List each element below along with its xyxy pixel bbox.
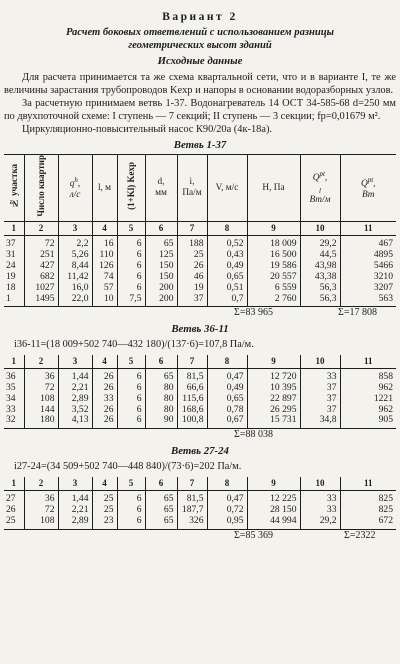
table-cell: 108 [24,516,58,529]
column-number: 7 [177,477,207,491]
table-cell: 10 395 [247,383,300,394]
table-cell: 0,52 [207,235,247,249]
column-number-row [4,355,396,369]
table2-sums [4,429,396,442]
column-number: 4 [92,477,117,491]
table-cell: 11,42 [58,272,92,283]
table-cell: 905 [340,415,396,428]
column-number: 11 [340,477,396,491]
table-cell: 37 [177,294,207,307]
table-cell: 57 [92,283,117,294]
table-cell: 12 225 [247,490,300,504]
table-cell: 200 [145,283,177,294]
column-number: 8 [207,355,247,369]
table-cell: 126 [92,261,117,272]
col-header-qh: $q^h$, л/с [58,155,92,222]
table-cell: 962 [340,383,396,394]
table-cell: 19 [177,283,207,294]
table-cell: 12 720 [247,368,300,382]
column-number: 6 [145,355,177,369]
table-cell: 6 [117,261,145,272]
table-cell: 4895 [340,250,396,261]
column-number: 6 [145,477,177,491]
table-cell: 5,26 [58,250,92,261]
table-branch-36-11 [4,355,396,430]
table-cell: 168,6 [177,405,207,416]
table-cell: 467 [340,235,396,249]
table-cell: 37 [300,405,340,416]
table-cell: 65 [145,516,177,529]
table-cell: 6 [117,383,145,394]
table-cell: 0,65 [207,394,247,405]
col-header-section-number: № участка [4,155,24,222]
table-row [4,283,396,294]
table-cell: 3,52 [58,405,92,416]
table-cell: 19 [6,270,16,282]
table-cell: 36 [24,368,58,382]
table-cell: 0,72 [207,505,247,516]
table-cell: 251 [24,250,58,261]
table-cell: 2 760 [247,294,300,307]
table3-body [4,490,396,529]
table-row [4,516,396,529]
table-cell: 6 [117,283,145,294]
table-cell: 90 [145,415,177,428]
table-cell: 65 [145,490,177,504]
column-number: 11 [340,355,396,369]
table-cell: 0,65 [207,272,247,283]
table-cell: 15 731 [247,415,300,428]
table-cell: 962 [340,405,396,416]
col-header-qpt-l: $Q^{pt}$, $_l$ Вт/м [300,155,340,222]
table-cell: 20 557 [247,272,300,283]
table-cell: 1,44 [58,490,92,504]
table-cell: 6 [117,272,145,283]
table-cell: 200 [145,294,177,307]
table-cell: 19 586 [247,261,300,272]
col-header-qpt: $Q^{pt}$, Вт [340,155,396,222]
table-cell: 100,8 [177,415,207,428]
table-cell: 0,67 [207,415,247,428]
table-cell: 25 [92,490,117,504]
table-cell: 81,5 [177,490,207,504]
table-cell: 16,0 [58,283,92,294]
table-cell: 187,7 [177,505,207,516]
table-cell: 72 [24,505,58,516]
subtitle-line-1: Расчет боковых ответвлений с использованием разницы [65,27,335,39]
table1-sum-heat: Σ=17 808 [338,307,377,319]
table-cell: 29,2 [300,516,340,529]
col-header-kexp: (1+Kl) Kexp [117,155,145,222]
initial-data-heading: Исходные данные [157,55,243,68]
table-cell: 180 [24,415,58,428]
table-branch-1-37 [4,154,396,307]
col-header-velocity: V, м/с [207,155,247,222]
table-cell: 32 [4,415,24,428]
table-cell: 6 559 [247,283,300,294]
table-cell: 35 [6,381,16,393]
table-cell: 46 [177,272,207,283]
table2-sum-head: Σ=88 038 [234,429,273,441]
table1-header-row [4,155,396,222]
table-cell: 150 [145,261,177,272]
table3-formula: i27-24=(34 509+502 740—448 840)/(73·6)=202 Па/м. [14,460,242,472]
table3-sums [4,530,396,543]
col-header-head: H, Па [247,155,300,222]
table-cell: 0,49 [207,383,247,394]
table-cell: 0,47 [207,490,247,504]
table-cell: 26 [92,405,117,416]
table-cell: 18 009 [247,235,300,249]
table-cell: 0,51 [207,283,247,294]
table-cell: 33 [300,490,340,504]
table-cell: 6 [117,368,145,382]
table-cell: 825 [340,490,396,504]
column-number: 3 [58,221,92,235]
column-number: 1 [4,477,24,491]
column-number: 4 [92,355,117,369]
table-cell: 110 [92,250,117,261]
table1-title: Ветвь 1-37 [173,138,227,151]
table-cell: 33 [300,368,340,382]
column-number: 10 [300,355,340,369]
column-number: 10 [300,477,340,491]
table-row [4,383,396,394]
table-cell: 16 [92,235,117,249]
table-cell: 6 [117,490,145,504]
table2-body [4,368,396,429]
column-number: 5 [117,221,145,235]
table-cell: 2,21 [58,383,92,394]
table-row [4,368,396,382]
table-cell: 672 [340,516,396,529]
table-cell: 80 [145,405,177,416]
table-cell: 24 [6,259,16,271]
table-cell: 7,5 [117,294,145,307]
table-cell: 1027 [24,283,58,294]
column-number: 7 [177,355,207,369]
intro-paragraph-3: Циркуляционно-повысительный насос К90/20а (4к-18а). [22,123,273,135]
table-cell: 26 [6,503,16,515]
table-cell: 36 [24,490,58,504]
column-number: 8 [207,221,247,235]
variant-title: Вариант 2 [162,11,238,23]
col-header-length: l, м [92,155,117,222]
table-cell: 16 500 [247,250,300,261]
table-cell: 6 [117,405,145,416]
table-cell: 326 [177,516,207,529]
table-cell: 4,13 [58,415,92,428]
table-cell: 26 295 [247,405,300,416]
table-cell: 22,0 [58,294,92,307]
column-number: 5 [117,355,145,369]
intro-paragraph-2: За расчетную принимаем ветвь 1-37. Водонагреватель 14 ОСТ 34-585-68 d=250 мм по двухпоточной схеме: I ступень — 7 секций; II ступень — 3 секции; fр=0,01679 м². [4,97,396,122]
table-cell: 33 [300,505,340,516]
table-cell: 43,38 [300,272,340,283]
table-cell: 26 [92,383,117,394]
table-cell: 23 [92,516,117,529]
table1-sum-head: Σ=83 965 [234,307,273,319]
table-cell: 80 [145,394,177,405]
table-cell: 3207 [340,283,396,294]
table-cell: 2,2 [58,235,92,249]
table-cell: 37 [300,383,340,394]
table-cell: 5466 [340,261,396,272]
table-cell: 56,3 [300,283,340,294]
table-row [4,490,396,504]
table-cell: 66,6 [177,383,207,394]
table-cell: 72 [24,235,58,249]
table-cell: 36 [6,370,16,382]
table-cell: 125 [145,250,177,261]
table-cell: 0,78 [207,405,247,416]
column-number: 4 [92,221,117,235]
table-cell: 0,7 [207,294,247,307]
table-cell: 44,5 [300,250,340,261]
column-number: 1 [4,355,24,369]
table-cell: 10 [92,294,117,307]
table-cell: 2,21 [58,505,92,516]
table3-sum-head: Σ=85 369 [234,529,273,541]
table-cell: 22 897 [247,394,300,405]
table-cell: 427 [24,261,58,272]
table2-title: Ветвь 36-11 [171,323,229,336]
column-number: 1 [4,221,24,235]
table-cell: 18 [6,281,16,293]
table-row [4,394,396,405]
table-cell: 56,3 [300,294,340,307]
table-cell: 6 [117,516,145,529]
table-cell: 0,95 [207,516,247,529]
table-cell: 31 [6,248,16,260]
table-cell: 72 [24,383,58,394]
table-cell: 25 [92,505,117,516]
col-header-apartments: Число квартир [24,155,58,222]
table-row [4,235,396,249]
table-cell: 0,49 [207,261,247,272]
column-number: 3 [58,355,92,369]
column-number: 11 [340,221,396,235]
table-cell: 6 [117,505,145,516]
table-cell: 26 [177,261,207,272]
table-cell: 8,44 [58,261,92,272]
col-header-i: i, Па/м [177,155,207,222]
table-cell: 25 [4,516,24,529]
subtitle-line-2: геометрических высот зданий [128,39,272,51]
column-number: 3 [58,477,92,491]
table-cell: 33 [92,394,117,405]
table-cell: 150 [145,272,177,283]
table-cell: 1495 [24,294,58,307]
table-cell: 682 [24,272,58,283]
table-cell: 26 [92,415,117,428]
table-cell: 37 [6,237,16,249]
table-cell: 2,89 [58,516,92,529]
table-cell: 188 [177,235,207,249]
table-cell: 74 [92,272,117,283]
column-number: 5 [117,477,145,491]
table-cell: 563 [340,294,396,307]
table-row [4,294,396,307]
table-cell: 65 [145,235,177,249]
table-cell: 1,44 [58,368,92,382]
table-cell: 44 994 [247,516,300,529]
table-cell: 65 [145,505,177,516]
table-cell: 825 [340,505,396,516]
table-cell: 27 [6,492,16,504]
column-number-row [4,477,396,491]
table-cell: 81,5 [177,368,207,382]
column-number: 10 [300,221,340,235]
column-number: 7 [177,221,207,235]
table3-title: Ветвь 27-24 [171,445,229,458]
table1-sums [4,307,396,320]
table-cell: 1221 [340,394,396,405]
table-row [4,272,396,283]
table-branch-27-24 [4,477,396,530]
table-row [4,505,396,516]
table-cell: 115,6 [177,394,207,405]
table-cell: 26 [92,368,117,382]
table-cell: 858 [340,368,396,382]
table-cell: 29,2 [300,235,340,249]
column-number: 8 [207,477,247,491]
table1-body [4,235,396,307]
column-number-row [4,221,396,235]
column-number: 6 [145,221,177,235]
table-cell: 37 [300,394,340,405]
table2-formula: i36-11=(18 009+502 740—432 180)/(137·6)=107,8 Па/м. [14,338,254,350]
column-number: 2 [24,355,58,369]
table-cell: 1 [4,294,24,307]
column-number: 9 [247,477,300,491]
table-cell: 0,43 [207,250,247,261]
column-number: 9 [247,221,300,235]
table-cell: 0,47 [207,368,247,382]
table-cell: 6 [117,394,145,405]
table-cell: 25 [177,250,207,261]
document-page [4,0,396,543]
table-cell: 144 [24,405,58,416]
intro-paragraph-1: Для расчета принимается та же схема квартальной сети, что и в варианте I, те же величины зарастания трубопроводов Kexp и напоры в основании водоразборных узлов. [4,71,396,96]
table-cell: 43,98 [300,261,340,272]
table-cell: 6 [117,235,145,249]
table-cell: 33 [6,403,16,415]
column-number: 2 [24,221,58,235]
table-cell: 3210 [340,272,396,283]
column-number: 9 [247,355,300,369]
table-cell: 2,89 [58,394,92,405]
col-header-diameter: d, мм [145,155,177,222]
table-cell: 28 150 [247,505,300,516]
table-row [4,415,396,428]
table-cell: 80 [145,383,177,394]
table-cell: 34,8 [300,415,340,428]
table-cell: 34 [6,392,16,404]
table-cell: 108 [24,394,58,405]
table-cell: 6 [117,250,145,261]
table-cell: 65 [145,368,177,382]
table3-sum-heat: Σ=2322 [344,529,376,541]
table-cell: 6 [117,415,145,428]
column-number: 2 [24,477,58,491]
